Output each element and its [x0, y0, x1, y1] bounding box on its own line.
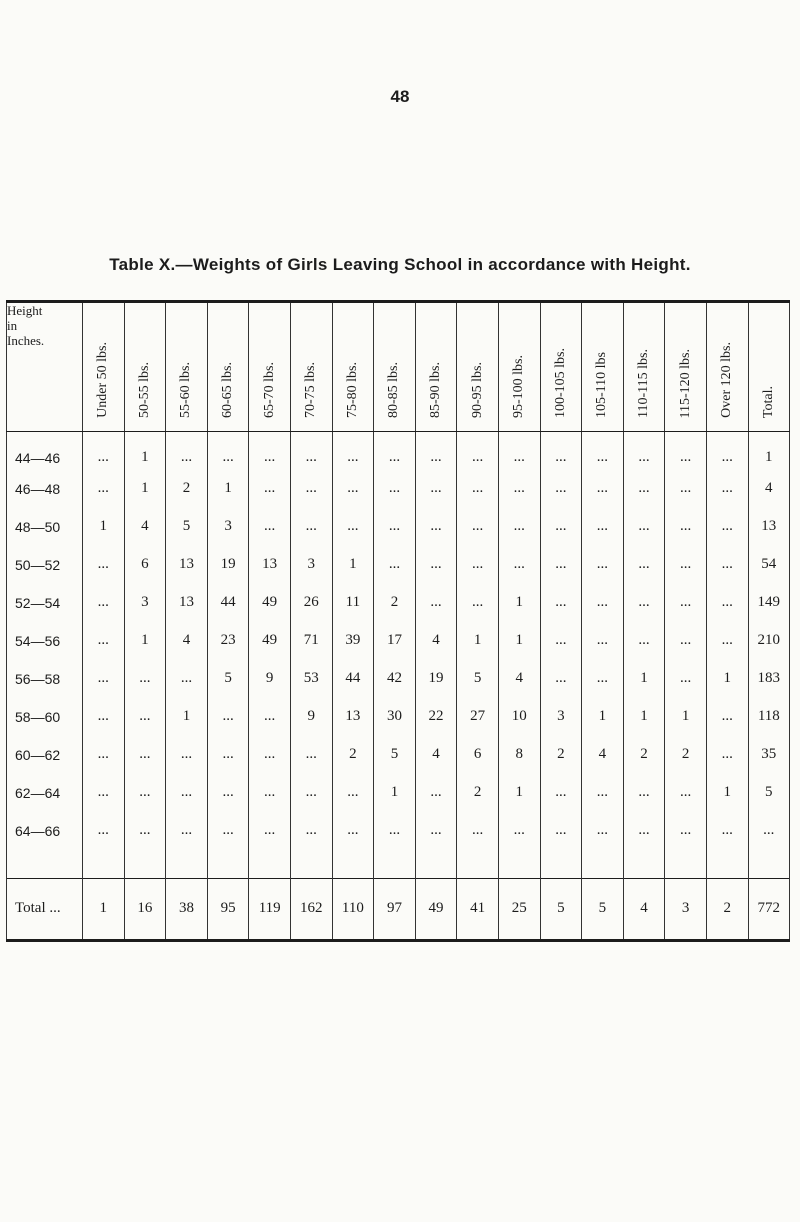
table-cell: ...	[706, 698, 748, 736]
table-cell: ...	[124, 698, 166, 736]
table-cell: ...	[166, 774, 208, 812]
spacer-cell	[498, 850, 540, 879]
table-cell: 13	[249, 546, 291, 584]
table-cell: ...	[623, 546, 665, 584]
table-cell: 4	[748, 470, 790, 508]
table-cell: 210	[748, 622, 790, 660]
table-cell: ...	[290, 432, 332, 470]
table-cell: ...	[124, 774, 166, 812]
table-cell: 9	[249, 660, 291, 698]
table-cell: ...	[207, 432, 249, 470]
total-cell: 2	[706, 878, 748, 940]
table-cell: ...	[665, 470, 707, 508]
table-cell: ...	[290, 470, 332, 508]
table-cell: ...	[207, 736, 249, 774]
table-cell: ...	[249, 774, 291, 812]
table-cell: ...	[706, 736, 748, 774]
table-cell: 10	[498, 698, 540, 736]
spacer-cell	[7, 850, 83, 879]
table-cell: 1	[623, 698, 665, 736]
spacer-cell	[623, 850, 665, 879]
table-cell: ...	[540, 774, 582, 812]
table-cell: ...	[374, 508, 416, 546]
table-cell: ...	[623, 812, 665, 850]
column-header-label: 70-75 lbs.	[303, 362, 319, 418]
column-header-label: Over 120 lbs.	[719, 342, 735, 418]
table-cell: 22	[415, 698, 457, 736]
table-cell: ...	[83, 660, 125, 698]
table-row	[7, 774, 790, 812]
table-cell: ...	[540, 622, 582, 660]
column-header	[249, 302, 291, 432]
table-cell: 1	[498, 774, 540, 812]
table-cell: 5	[748, 774, 790, 812]
spacer-cell	[207, 850, 249, 879]
height-range-label: 44—46	[7, 432, 83, 470]
table-cell: ...	[665, 774, 707, 812]
table-cell: ...	[166, 812, 208, 850]
table-cell: 19	[415, 660, 457, 698]
column-header-label: 105-110 lbs	[594, 352, 610, 418]
table-cell: 44	[332, 660, 374, 698]
height-range-label: 60—62	[7, 736, 83, 774]
table-cell: 1	[207, 470, 249, 508]
table-cell: 23	[207, 622, 249, 660]
column-header-label: 60-65 lbs.	[220, 362, 236, 418]
table-cell: 53	[290, 660, 332, 698]
table-cell: ...	[415, 470, 457, 508]
table-cell: ...	[249, 736, 291, 774]
table-cell: ...	[540, 470, 582, 508]
table-cell: ...	[623, 432, 665, 470]
height-header-line: Inches.	[7, 333, 45, 348]
table-row	[7, 622, 790, 660]
table-cell: ...	[374, 432, 416, 470]
table-cell: ...	[249, 508, 291, 546]
table-cell: ...	[498, 546, 540, 584]
column-header-label: 100-105 lbs.	[552, 348, 568, 418]
table-cell: 118	[748, 698, 790, 736]
table-cell: ...	[706, 508, 748, 546]
total-cell: 5	[582, 878, 624, 940]
table-cell: ...	[415, 508, 457, 546]
spacer-cell	[332, 850, 374, 879]
table-cell: ...	[665, 622, 707, 660]
table-cell: ...	[415, 584, 457, 622]
table-cell: ...	[457, 508, 499, 546]
table-cell: ...	[83, 736, 125, 774]
table-cell: 1	[83, 508, 125, 546]
spacer-cell	[748, 850, 790, 879]
table-cell: ...	[374, 470, 416, 508]
table-cell: ...	[582, 546, 624, 584]
column-header	[748, 302, 790, 432]
table-cell: ...	[706, 546, 748, 584]
table-cell: ...	[540, 432, 582, 470]
total-label: Total ...	[7, 878, 83, 940]
table-cell: ...	[582, 584, 624, 622]
table-cell: 13	[166, 546, 208, 584]
spacer-cell	[249, 850, 291, 879]
table-cell: ...	[457, 546, 499, 584]
height-range-label: 54—56	[7, 622, 83, 660]
table-row	[7, 546, 790, 584]
total-cell: 119	[249, 878, 291, 940]
table-cell: 1	[665, 698, 707, 736]
table-cell: 49	[249, 622, 291, 660]
column-header	[332, 302, 374, 432]
total-row	[7, 878, 790, 940]
height-range-label: 58—60	[7, 698, 83, 736]
table-cell: 2	[166, 470, 208, 508]
column-header-label: 50-55 lbs.	[136, 362, 152, 418]
table-cell: ...	[623, 470, 665, 508]
table-caption: Table X.—Weights of Girls Leaving School in accordance with Height.	[109, 255, 691, 274]
table-cell: ...	[83, 470, 125, 508]
height-range-label: 50—52	[7, 546, 83, 584]
total-cell: 5	[540, 878, 582, 940]
table-cell: 5	[207, 660, 249, 698]
table-cell: ...	[706, 470, 748, 508]
column-header-label: 75-80 lbs.	[344, 362, 360, 418]
table-cell: ...	[498, 432, 540, 470]
height-range-label: 46—48	[7, 470, 83, 508]
table-cell: 4	[415, 736, 457, 774]
table-cell: 8	[498, 736, 540, 774]
total-cell: 41	[457, 878, 499, 940]
table-cell: 9	[290, 698, 332, 736]
table-cell: 183	[748, 660, 790, 698]
total-cell: 38	[166, 878, 208, 940]
table-cell: 49	[249, 584, 291, 622]
column-header	[207, 302, 249, 432]
table-cell: 13	[748, 508, 790, 546]
table-cell: 149	[748, 584, 790, 622]
table-cell: ...	[498, 812, 540, 850]
table-cell: 1	[706, 774, 748, 812]
column-header	[582, 302, 624, 432]
table-cell: ...	[623, 584, 665, 622]
height-range-label: 48—50	[7, 508, 83, 546]
table-cell: 3	[540, 698, 582, 736]
table-row	[7, 812, 790, 850]
table-cell: ...	[706, 812, 748, 850]
column-header-label: 115-120 lbs.	[677, 348, 693, 418]
table-cell: ...	[582, 508, 624, 546]
column-header	[374, 302, 416, 432]
table-cell: 5	[166, 508, 208, 546]
column-header	[665, 302, 707, 432]
table-cell: 30	[374, 698, 416, 736]
table-cell: 13	[166, 584, 208, 622]
table-cell: ...	[83, 812, 125, 850]
table-cell: ...	[665, 432, 707, 470]
table-cell: ...	[415, 774, 457, 812]
spacer-cell	[124, 850, 166, 879]
column-header-label: Total.	[760, 385, 776, 418]
table-row	[7, 736, 790, 774]
table-cell: ...	[374, 812, 416, 850]
spacer-row	[7, 850, 790, 879]
column-header	[498, 302, 540, 432]
height-range-label: 56—58	[7, 660, 83, 698]
table-cell: 3	[124, 584, 166, 622]
table-cell: ...	[623, 774, 665, 812]
table-cell: ...	[166, 432, 208, 470]
column-header	[457, 302, 499, 432]
table-cell: 44	[207, 584, 249, 622]
table-cell: ...	[665, 584, 707, 622]
spacer-cell	[540, 850, 582, 879]
total-cell: 97	[374, 878, 416, 940]
column-header-label: 110-115 lbs.	[636, 349, 652, 418]
table-cell: ...	[415, 432, 457, 470]
table-cell: ...	[582, 432, 624, 470]
table-cell: ...	[249, 698, 291, 736]
table-cell: 1	[498, 622, 540, 660]
table-cell: ...	[540, 546, 582, 584]
column-header-label: Under 50 lbs.	[95, 342, 111, 418]
table-cell: ...	[207, 774, 249, 812]
column-header-label: 90-95 lbs.	[469, 362, 485, 418]
spacer-cell	[706, 850, 748, 879]
table-cell: ...	[83, 584, 125, 622]
table-cell: ...	[83, 774, 125, 812]
table-cell: 4	[124, 508, 166, 546]
table-cell: ...	[83, 432, 125, 470]
table-cell: ...	[748, 812, 790, 850]
table-cell: 3	[290, 546, 332, 584]
table-cell: ...	[498, 470, 540, 508]
table-cell: 71	[290, 622, 332, 660]
table-cell: 27	[457, 698, 499, 736]
spacer-cell	[415, 850, 457, 879]
table-cell: ...	[582, 774, 624, 812]
table-cell: ...	[332, 774, 374, 812]
table-cell: ...	[665, 812, 707, 850]
table-cell: ...	[290, 812, 332, 850]
total-cell: 162	[290, 878, 332, 940]
table-cell: ...	[290, 774, 332, 812]
total-cell: 49	[415, 878, 457, 940]
table-cell: ...	[706, 432, 748, 470]
table-cell: 39	[332, 622, 374, 660]
table-cell: 2	[374, 584, 416, 622]
table-cell: 6	[457, 736, 499, 774]
table-cell: 2	[457, 774, 499, 812]
table-cell: ...	[457, 470, 499, 508]
table-cell: ...	[249, 432, 291, 470]
table-cell: ...	[249, 812, 291, 850]
table-cell: ...	[332, 470, 374, 508]
table-cell: 1	[124, 432, 166, 470]
table-row	[7, 470, 790, 508]
spacer-cell	[83, 850, 125, 879]
table-cell: ...	[83, 546, 125, 584]
column-header	[623, 302, 665, 432]
column-header	[706, 302, 748, 432]
spacer-cell	[290, 850, 332, 879]
table-row	[7, 432, 790, 470]
table-cell: ...	[582, 622, 624, 660]
height-header-line: in	[7, 318, 18, 333]
table-cell: ...	[457, 584, 499, 622]
height-header	[7, 302, 83, 432]
table-cell: ...	[290, 736, 332, 774]
table-cell: ...	[249, 470, 291, 508]
column-header	[415, 302, 457, 432]
table-cell: ...	[582, 660, 624, 698]
table-cell: ...	[290, 508, 332, 546]
column-header-label: 55-60 lbs.	[178, 362, 194, 418]
spacer-cell	[665, 850, 707, 879]
column-header	[83, 302, 125, 432]
total-cell: 772	[748, 878, 790, 940]
column-header	[166, 302, 208, 432]
table-cell: ...	[623, 622, 665, 660]
column-header-label: 80-85 lbs.	[386, 362, 402, 418]
table-cell: ...	[540, 508, 582, 546]
table-cell: ...	[83, 622, 125, 660]
table-row	[7, 508, 790, 546]
table-cell: ...	[207, 812, 249, 850]
table-cell: 4	[415, 622, 457, 660]
table-cell: 2	[332, 736, 374, 774]
table-cell: ...	[540, 584, 582, 622]
table-cell: 4	[166, 622, 208, 660]
table-cell: 2	[540, 736, 582, 774]
table-cell: 1	[124, 622, 166, 660]
table-body	[7, 432, 790, 941]
table-cell: ...	[498, 508, 540, 546]
table-cell: 1	[582, 698, 624, 736]
table-cell: 5	[374, 736, 416, 774]
table-cell: ...	[540, 660, 582, 698]
weights-table	[6, 300, 790, 942]
table-cell: ...	[415, 812, 457, 850]
table-cell: 35	[748, 736, 790, 774]
table-cell: ...	[207, 698, 249, 736]
table-cell: ...	[665, 660, 707, 698]
column-header-label: 95-100 lbs.	[511, 355, 527, 418]
table-cell: 54	[748, 546, 790, 584]
table-cell: ...	[706, 622, 748, 660]
table-cell: 6	[124, 546, 166, 584]
column-header-label: 65-70 lbs.	[261, 362, 277, 418]
height-range-label: 52—54	[7, 584, 83, 622]
spacer-cell	[374, 850, 416, 879]
height-range-label: 62—64	[7, 774, 83, 812]
table-cell: 2	[623, 736, 665, 774]
total-cell: 1	[83, 878, 125, 940]
table-cell: 5	[457, 660, 499, 698]
table-cell: ...	[623, 508, 665, 546]
header-row	[7, 302, 790, 432]
table-cell: ...	[582, 812, 624, 850]
table-cell: ...	[332, 812, 374, 850]
table-cell: 1	[332, 546, 374, 584]
total-cell: 4	[623, 878, 665, 940]
table-cell: ...	[582, 470, 624, 508]
table-cell: 4	[582, 736, 624, 774]
table-cell: 1	[166, 698, 208, 736]
table-cell: ...	[457, 812, 499, 850]
table-cell: ...	[332, 432, 374, 470]
spacer-cell	[166, 850, 208, 879]
total-cell: 110	[332, 878, 374, 940]
column-header	[290, 302, 332, 432]
table-cell: 19	[207, 546, 249, 584]
table-cell: 2	[665, 736, 707, 774]
table-cell: 42	[374, 660, 416, 698]
column-header	[540, 302, 582, 432]
table-cell: 1	[623, 660, 665, 698]
column-header-label: 85-90 lbs.	[428, 362, 444, 418]
table-cell: ...	[166, 660, 208, 698]
table-cell: ...	[374, 546, 416, 584]
height-header-line: Height	[7, 303, 43, 318]
table-cell: 13	[332, 698, 374, 736]
table-cell: ...	[124, 812, 166, 850]
table-row	[7, 584, 790, 622]
table-cell: ...	[540, 812, 582, 850]
table-cell: 11	[332, 584, 374, 622]
spacer-cell	[457, 850, 499, 879]
table-cell: 3	[207, 508, 249, 546]
table-cell: 1	[124, 470, 166, 508]
table-cell: 1	[457, 622, 499, 660]
table-row	[7, 660, 790, 698]
total-cell: 25	[498, 878, 540, 940]
table-cell: 17	[374, 622, 416, 660]
table-cell: ...	[83, 698, 125, 736]
table-cell: 1	[498, 584, 540, 622]
column-header	[124, 302, 166, 432]
total-cell: 16	[124, 878, 166, 940]
table-cell: 1	[374, 774, 416, 812]
table-cell: ...	[457, 432, 499, 470]
table-cell: ...	[124, 736, 166, 774]
page-number: 48	[390, 87, 410, 106]
table-cell: 1	[706, 660, 748, 698]
table-cell: ...	[415, 546, 457, 584]
height-range-label: 64—66	[7, 812, 83, 850]
table-cell: ...	[706, 584, 748, 622]
total-cell: 95	[207, 878, 249, 940]
table-cell: ...	[124, 660, 166, 698]
table-cell: ...	[665, 546, 707, 584]
table-cell: 1	[748, 432, 790, 470]
total-cell: 3	[665, 878, 707, 940]
spacer-cell	[582, 850, 624, 879]
table-row	[7, 698, 790, 736]
table-cell: 4	[498, 660, 540, 698]
table-cell: ...	[166, 736, 208, 774]
table-cell: 26	[290, 584, 332, 622]
table-cell: ...	[332, 508, 374, 546]
table-cell: ...	[665, 508, 707, 546]
